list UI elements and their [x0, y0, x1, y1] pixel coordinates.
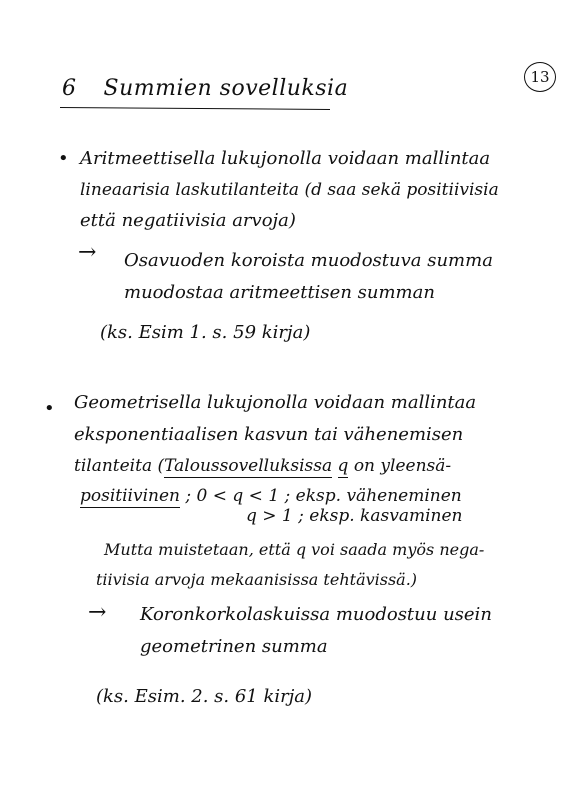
bullet-2: •: [44, 398, 55, 419]
s1-arrow-line-2: muodostaa aritmeettisen summan: [124, 282, 435, 303]
s2-line-2: eksponentiaalisen kasvun tai vähenemisen: [74, 424, 464, 445]
s2-line-3-mid: [332, 456, 337, 476]
s1-line-1: Aritmeettisella lukujonolla voidaan mallintaa: [80, 148, 491, 169]
s2-note-1: Mutta muistetaan, että q voi saada myös nega-: [104, 540, 485, 559]
s2-line-3-underlined-q: q: [337, 456, 349, 476]
s2-line-3-pre: tilanteita (: [74, 456, 165, 476]
arrow-icon: →: [88, 600, 107, 625]
chapter-title: Summien sovelluksia: [103, 76, 349, 101]
s1-arrow-line-1: Osavuoden koroista muodostuva summa: [124, 250, 493, 271]
arrow-icon: →: [78, 240, 97, 265]
s2-line-4: [80, 486, 462, 506]
s2-line-1: Geometrisella lukujonolla voidaan mallintaa: [74, 392, 477, 413]
s2-arrow-line-1: Koronkorkolaskuissa muodostuu usein: [140, 604, 492, 625]
s2-note-2: tiivisia arvoja mekaanisissa tehtävissä.): [96, 570, 418, 589]
s2-arrow-line-2: geometrinen summa: [140, 636, 328, 657]
bullet-1: •: [58, 148, 69, 169]
s1-line-2: lineaarisia laskutilanteita (d saa sekä positiivisia: [80, 180, 499, 200]
s1-line-3: että negatiivisia arvoja): [80, 210, 296, 231]
page-title: [62, 76, 348, 101]
s2-line-4-underlined: positiivinen: [80, 486, 180, 506]
s2-line-3: [74, 456, 451, 476]
s2-line-3-underlined-1: Taloussovelluksissa: [164, 456, 333, 476]
s2-line-4-post: ; 0 < q < 1 ; eksp. väheneminen: [179, 486, 462, 506]
s1-reference: (ks. Esim 1. s. 59 kirja): [100, 322, 311, 343]
chapter-number: 6: [62, 76, 77, 101]
s2-line-5: q > 1 ; eksp. kasvaminen: [246, 506, 463, 526]
page-number-circle: 13: [524, 62, 556, 92]
title-underline: [60, 107, 330, 110]
s2-reference: (ks. Esim. 2. s. 61 kirja): [96, 686, 313, 707]
s2-line-3-post: on yleensä-: [348, 456, 452, 476]
